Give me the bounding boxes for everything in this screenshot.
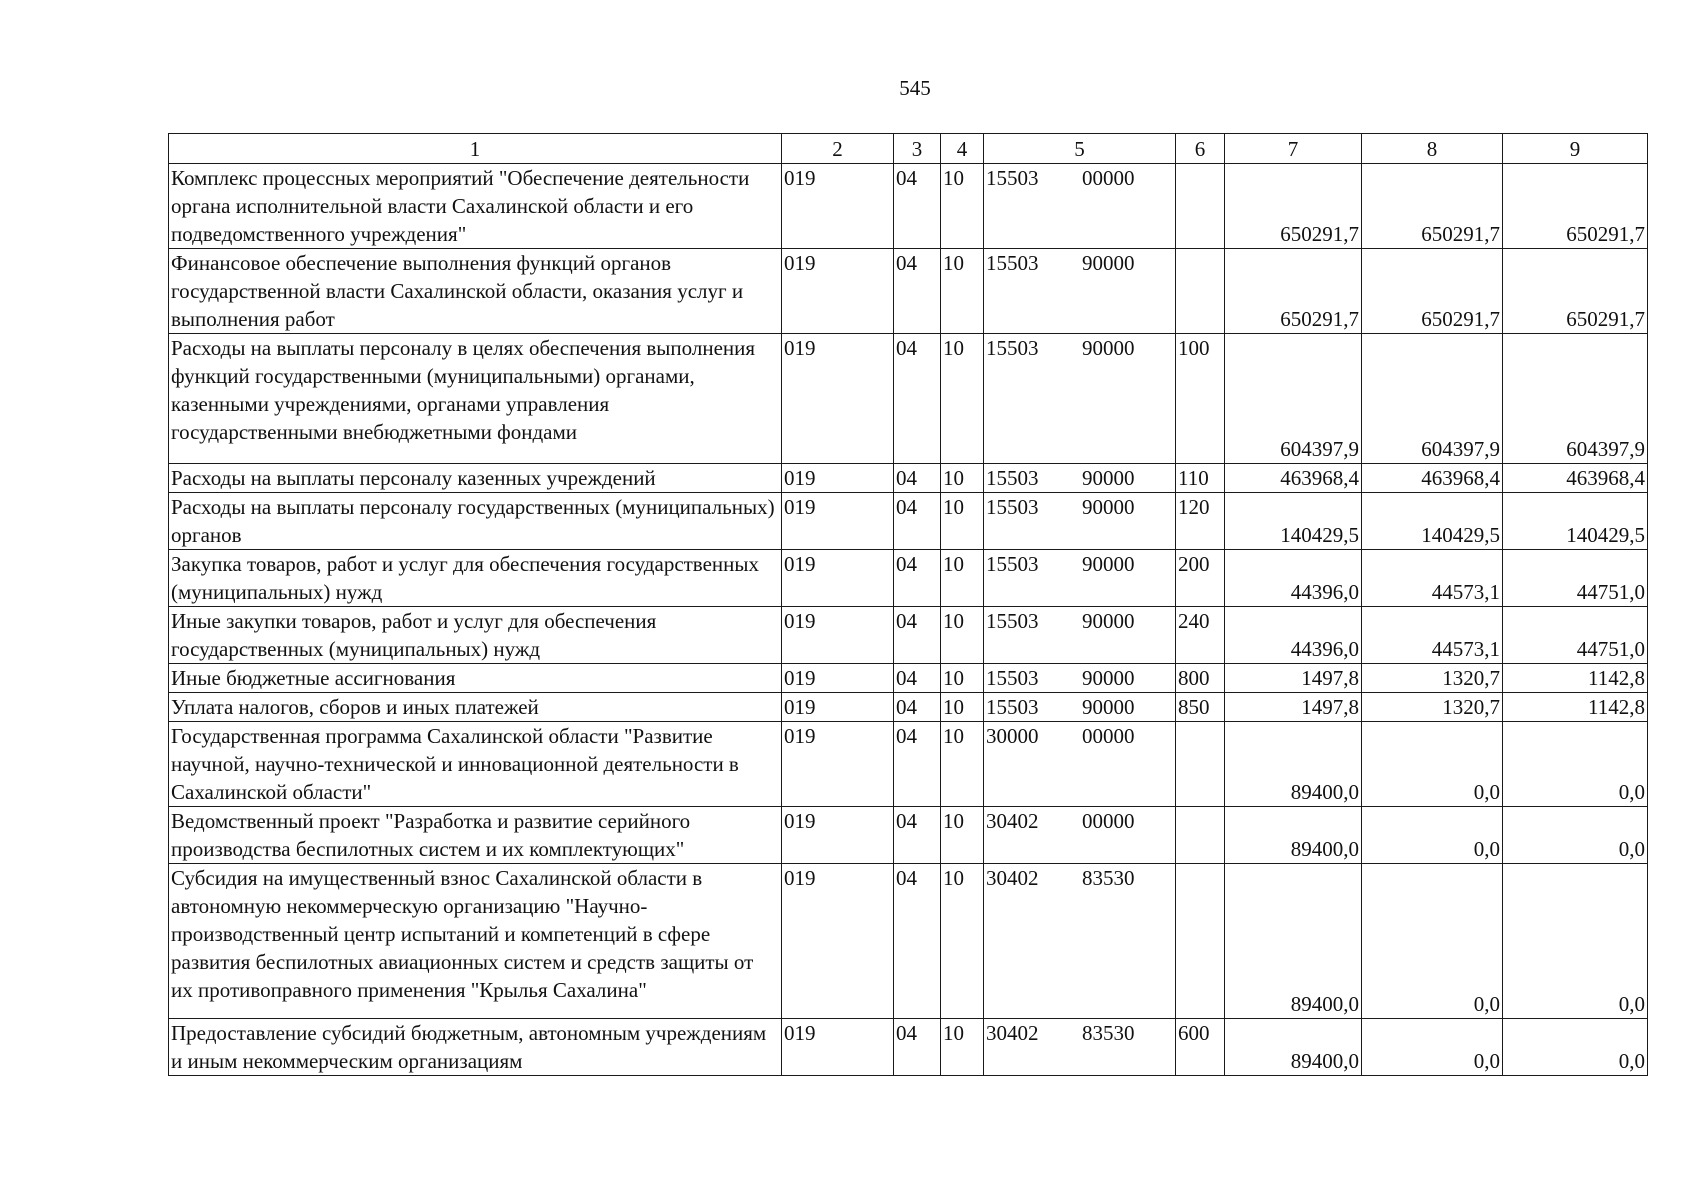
budget-table: [168, 133, 1648, 1076]
page-number: 545: [899, 76, 931, 100]
section-code: 04: [894, 664, 941, 693]
target-article-code: [984, 722, 1176, 807]
amount-col-7: 1497,8: [1225, 664, 1362, 693]
amount-col-8: 0,0: [1362, 722, 1503, 807]
table-row: [169, 664, 1648, 693]
section-code: 04: [894, 334, 941, 464]
target-article-part2: 90000: [1082, 695, 1135, 719]
subsection-code: 10: [941, 550, 984, 607]
item-name: Расходы на выплаты персоналу государственных (муниципальных) органов: [169, 493, 782, 550]
header-row: [169, 134, 1648, 164]
target-article-code: [984, 1019, 1176, 1076]
header-cell-2: 2: [782, 134, 894, 164]
amount-col-9: 44751,0: [1503, 550, 1648, 607]
header-cell-7: 7: [1225, 134, 1362, 164]
target-article-part1: 15503: [986, 552, 1039, 576]
target-article-code: [984, 464, 1176, 493]
expense-type-code: [1176, 807, 1225, 864]
target-article-part2: 90000: [1082, 336, 1135, 360]
expense-type-code: 110: [1176, 464, 1225, 493]
table-row: [169, 864, 1648, 1019]
item-name: Иные закупки товаров, работ и услуг для обеспечения государственных (муниципальных) нужд: [169, 607, 782, 664]
admin-code: 019: [782, 807, 894, 864]
section-code: 04: [894, 693, 941, 722]
amount-col-7: 89400,0: [1225, 722, 1362, 807]
amount-col-9: 604397,9: [1503, 334, 1648, 464]
amount-col-9: 650291,7: [1503, 164, 1648, 249]
amount-col-8: 650291,7: [1362, 249, 1503, 334]
target-article-part1: 15503: [986, 495, 1039, 519]
amount-col-7: 140429,5: [1225, 493, 1362, 550]
amount-col-7: 89400,0: [1225, 1019, 1362, 1076]
section-code: 04: [894, 722, 941, 807]
amount-col-9: 0,0: [1503, 807, 1648, 864]
section-code: 04: [894, 249, 941, 334]
section-code: 04: [894, 1019, 941, 1076]
target-article-code: [984, 493, 1176, 550]
expense-type-code: 240: [1176, 607, 1225, 664]
admin-code: 019: [782, 164, 894, 249]
amount-col-7: 44396,0: [1225, 550, 1362, 607]
section-code: 04: [894, 464, 941, 493]
target-article-code: [984, 164, 1176, 249]
target-article-code: [984, 693, 1176, 722]
target-article-part2: 90000: [1082, 666, 1135, 690]
section-code: 04: [894, 164, 941, 249]
target-article-part1: 15503: [986, 166, 1039, 190]
target-article-part2: 90000: [1082, 552, 1135, 576]
expense-type-code: [1176, 164, 1225, 249]
target-article-part2: 90000: [1082, 251, 1135, 275]
amount-col-8: 44573,1: [1362, 607, 1503, 664]
subsection-code: 10: [941, 864, 984, 1019]
amount-col-8: 1320,7: [1362, 664, 1503, 693]
amount-col-7: 89400,0: [1225, 864, 1362, 1019]
subsection-code: 10: [941, 1019, 984, 1076]
amount-col-9: 0,0: [1503, 1019, 1648, 1076]
amount-col-7: 463968,4: [1225, 464, 1362, 493]
expense-type-code: 200: [1176, 550, 1225, 607]
table-row: [169, 464, 1648, 493]
section-code: 04: [894, 550, 941, 607]
amount-col-8: 0,0: [1362, 864, 1503, 1019]
admin-code: 019: [782, 334, 894, 464]
item-name: Субсидия на имущественный взнос Сахалинской области в автономную некоммерческую организацию "Научно-производственный центр испытаний и компетенций в сфере развития беспилотных авиационных систем и средств защиты от их противоправного применения "Крылья Сахалина": [169, 864, 782, 1019]
admin-code: 019: [782, 493, 894, 550]
target-article-code: [984, 249, 1176, 334]
header-cell-6: 6: [1176, 134, 1225, 164]
expense-type-code: 120: [1176, 493, 1225, 550]
amount-col-7: 650291,7: [1225, 249, 1362, 334]
expense-type-code: 600: [1176, 1019, 1225, 1076]
target-article-part2: 83530: [1082, 866, 1135, 890]
target-article-part2: 90000: [1082, 466, 1135, 490]
amount-col-9: 0,0: [1503, 864, 1648, 1019]
amount-col-8: 650291,7: [1362, 164, 1503, 249]
admin-code: 019: [782, 1019, 894, 1076]
expense-type-code: [1176, 864, 1225, 1019]
table-row: [169, 607, 1648, 664]
header-cell-3: 3: [894, 134, 941, 164]
target-article-part1: 30402: [986, 809, 1039, 833]
target-article-part1: 15503: [986, 609, 1039, 633]
item-name: Предоставление субсидий бюджетным, автономным учреждениям и иным некоммерческим организациям: [169, 1019, 782, 1076]
table-row: [169, 493, 1648, 550]
admin-code: 019: [782, 464, 894, 493]
expense-type-code: [1176, 722, 1225, 807]
amount-col-7: 44396,0: [1225, 607, 1362, 664]
expense-type-code: 800: [1176, 664, 1225, 693]
target-article-code: [984, 807, 1176, 864]
target-article-part1: 15503: [986, 695, 1039, 719]
header-cell-5: 5: [984, 134, 1176, 164]
table-row: [169, 249, 1648, 334]
amount-col-9: 140429,5: [1503, 493, 1648, 550]
amount-col-9: 463968,4: [1503, 464, 1648, 493]
amount-col-8: 44573,1: [1362, 550, 1503, 607]
section-code: 04: [894, 607, 941, 664]
header-cell-8: 8: [1362, 134, 1503, 164]
item-name: Государственная программа Сахалинской области "Развитие научной, научно-технической и инновационной деятельности в Сахалинской области": [169, 722, 782, 807]
table-row: [169, 164, 1648, 249]
table-row: [169, 693, 1648, 722]
header-cell-1: 1: [169, 134, 782, 164]
admin-code: 019: [782, 722, 894, 807]
target-article-code: [984, 334, 1176, 464]
target-article-part1: 15503: [986, 336, 1039, 360]
amount-col-9: 1142,8: [1503, 693, 1648, 722]
target-article-part1: 30402: [986, 866, 1039, 890]
amount-col-9: 1142,8: [1503, 664, 1648, 693]
item-name: Финансовое обеспечение выполнения функций органов государственной власти Сахалинской области, оказания услуг и выполнения работ: [169, 249, 782, 334]
subsection-code: 10: [941, 607, 984, 664]
section-code: 04: [894, 807, 941, 864]
item-name: Иные бюджетные ассигнования: [169, 664, 782, 693]
target-article-part1: 15503: [986, 466, 1039, 490]
amount-col-9: 650291,7: [1503, 249, 1648, 334]
table-row: [169, 550, 1648, 607]
admin-code: 019: [782, 550, 894, 607]
amount-col-7: 650291,7: [1225, 164, 1362, 249]
target-article-part1: 15503: [986, 251, 1039, 275]
admin-code: 019: [782, 249, 894, 334]
amount-col-7: 1497,8: [1225, 693, 1362, 722]
target-article-part2: 00000: [1082, 166, 1135, 190]
target-article-code: [984, 550, 1176, 607]
target-article-part2: 00000: [1082, 809, 1135, 833]
section-code: 04: [894, 493, 941, 550]
amount-col-9: 0,0: [1503, 722, 1648, 807]
subsection-code: 10: [941, 722, 984, 807]
section-code: 04: [894, 864, 941, 1019]
subsection-code: 10: [941, 807, 984, 864]
amount-col-8: 604397,9: [1362, 334, 1503, 464]
subsection-code: 10: [941, 464, 984, 493]
target-article-part2: 90000: [1082, 495, 1135, 519]
target-article-part2: 00000: [1082, 724, 1135, 748]
target-article-code: [984, 864, 1176, 1019]
subsection-code: 10: [941, 493, 984, 550]
amount-col-8: 463968,4: [1362, 464, 1503, 493]
table-row: [169, 722, 1648, 807]
subsection-code: 10: [941, 334, 984, 464]
header-cell-9: 9: [1503, 134, 1648, 164]
item-name: Ведомственный проект "Разработка и развитие серийного производства беспилотных систем и их комплектующих": [169, 807, 782, 864]
amount-col-7: 89400,0: [1225, 807, 1362, 864]
item-name: Расходы на выплаты персоналу в целях обеспечения выполнения функций государственными (муниципальными) органами, казенными учреждениями, органами управления государственными внебюджетными фондами: [169, 334, 782, 464]
table-row: [169, 1019, 1648, 1076]
target-article-code: [984, 664, 1176, 693]
amount-col-8: 0,0: [1362, 807, 1503, 864]
item-name: Комплекс процессных мероприятий "Обеспечение деятельности органа исполнительной власти Сахалинской области и его подведомственного учреждения": [169, 164, 782, 249]
admin-code: 019: [782, 693, 894, 722]
amount-col-9: 44751,0: [1503, 607, 1648, 664]
admin-code: 019: [782, 664, 894, 693]
expense-type-code: 850: [1176, 693, 1225, 722]
target-article-part1: 15503: [986, 666, 1039, 690]
amount-col-8: 140429,5: [1362, 493, 1503, 550]
subsection-code: 10: [941, 249, 984, 334]
header-cell-4: 4: [941, 134, 984, 164]
expense-type-code: [1176, 249, 1225, 334]
expense-type-code: 100: [1176, 334, 1225, 464]
target-article-part1: 30402: [986, 1021, 1039, 1045]
amount-col-8: 1320,7: [1362, 693, 1503, 722]
admin-code: 019: [782, 607, 894, 664]
target-article-part2: 90000: [1082, 609, 1135, 633]
item-name: Закупка товаров, работ и услуг для обеспечения государственных (муниципальных) нужд: [169, 550, 782, 607]
target-article-code: [984, 607, 1176, 664]
subsection-code: 10: [941, 693, 984, 722]
table-row: [169, 807, 1648, 864]
admin-code: 019: [782, 864, 894, 1019]
item-name: Расходы на выплаты персоналу казенных учреждений: [169, 464, 782, 493]
subsection-code: 10: [941, 664, 984, 693]
amount-col-8: 0,0: [1362, 1019, 1503, 1076]
target-article-part2: 83530: [1082, 1021, 1135, 1045]
amount-col-7: 604397,9: [1225, 334, 1362, 464]
item-name: Уплата налогов, сборов и иных платежей: [169, 693, 782, 722]
subsection-code: 10: [941, 164, 984, 249]
target-article-part1: 30000: [986, 724, 1039, 748]
table-row: [169, 334, 1648, 464]
